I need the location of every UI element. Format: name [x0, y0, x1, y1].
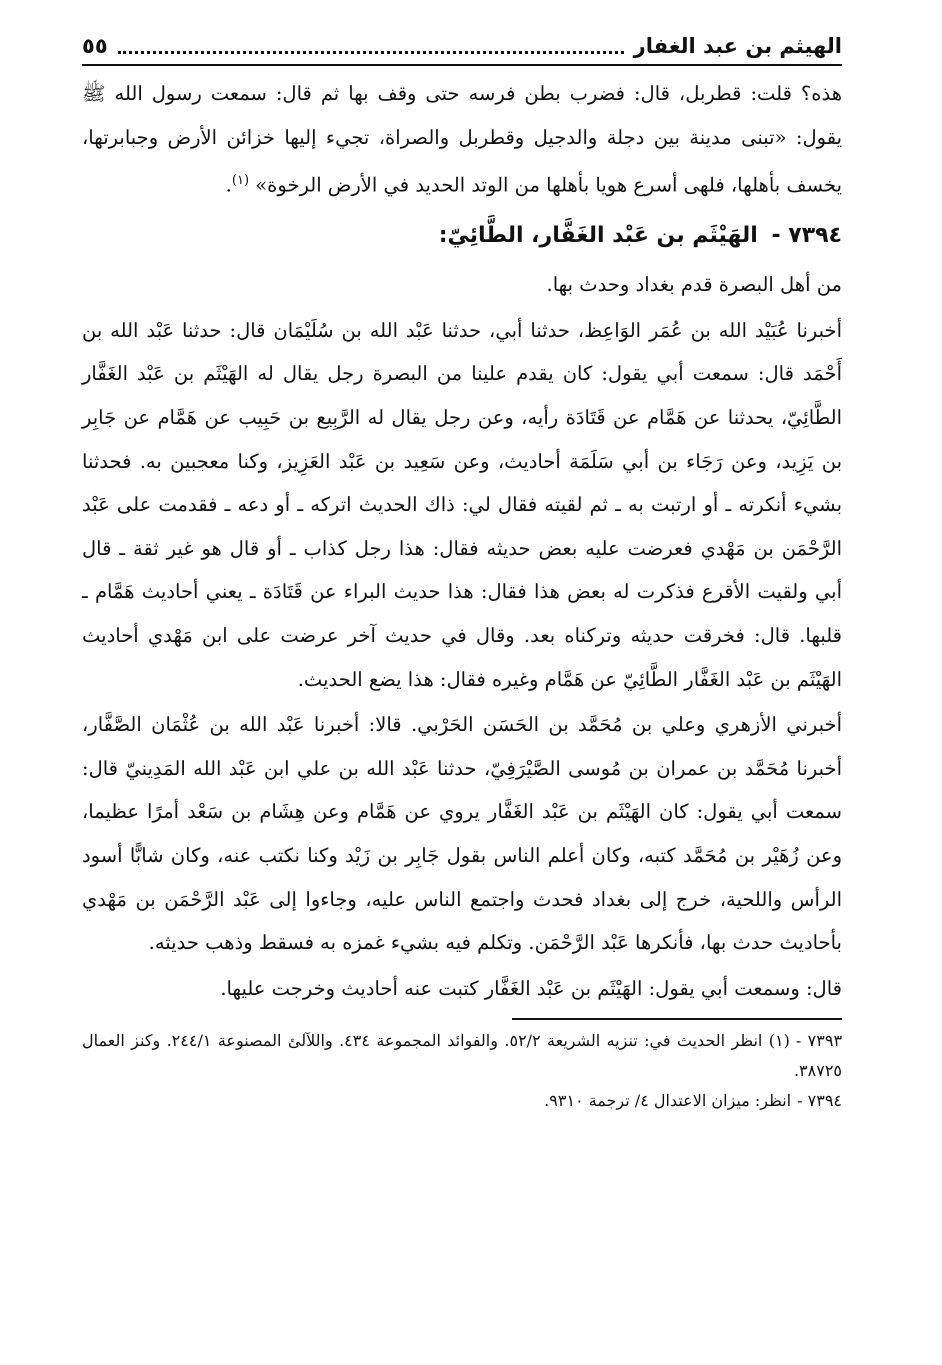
header-dot-leader	[118, 39, 624, 54]
page	[82, 28, 842, 1116]
footnote-number: ٧٣٩٣ -	[795, 1031, 843, 1051]
footnote-reference: (١)	[231, 173, 250, 189]
continuation-paragraph	[82, 72, 842, 207]
page-number: ٥٥	[82, 34, 108, 58]
running-header	[82, 28, 842, 66]
entry-heading	[82, 211, 842, 261]
body-paragraph: من أهل البصرة قدم بغداد وحدث بها.	[546, 273, 842, 297]
footnote-number: ٧٣٩٤ -	[797, 1091, 842, 1111]
footnote-text: انظر: ميزان الاعتدال ٤/ ترجمة ٩٣١٠.	[544, 1091, 792, 1111]
continuation-text: هذه؟ قلت: قطربل، قال: فضرب بطن فرسه حتى وقف بها ثم قال: سمعت رسول الله ﷺ يقول: «تبنى مدينة بين دجلة والدجيل وقطربل والصراة، تجيء إليها خزائن الأرض وجبابرتها، يخسف بأهلها، فلهى أسرع هويا بأهلها من الوتد الحديد في الأرض الرخوة»	[82, 82, 842, 197]
header-title: الهيثم بن عبد الغفار	[633, 34, 842, 58]
body-paragraph: أخبرني الأزهري وعلي بن مُحَمَّد بن الحَسَن الحَرْبي. قالا: أخبرنا عَبْد الله بن عُثْمَان الصَّفَّار، أخبرنا مُحَمَّد بن عمران بن مُوسى الصَّيْرَفِيّ، حدثنا عَبْد الله بن علي ابن عَبْد الله المَدِينيّ قال: سمعت أبي يقول: كان الهَيْثَم بن عَبْد الغَفَّار يروي عن هَمَّام وعن هِشَام بن سَعْد أمرًا عظيما، وعن زُهَيْر بن مُحَمَّد كتبه، وكان أعلم الناس بقول جَابِر بن زَيْد وكنا نكتب عنه، وكان شابًّا أسود الرأس واللحية، خرج إلى بغداد فحدث واجتمع الناس عليه، وجاءوا إلى عَبْد الرَّحْمَن بن مَهْدي بأحاديث حدث بها، فأنكرها عَبْد الرَّحْمَن. وتكلم فيه بشيء غمزه به فسقط وذهب حديثه.	[82, 713, 842, 955]
entry-title: الهَيْثَم بن عَبْد الغَفَّار، الطَّائِيّ:	[438, 223, 758, 249]
continuation-end-period: .	[225, 173, 232, 197]
body-paragraph: أخبرنا عُبَيْد الله بن عُمَر الوَاعِظ، حدثنا أبي، حدثنا عَبْد الله بن سُلَيْمَان قال: حدثنا عَبْد الله بن أَحْمَد قال: سمعت أبي يقول: كان يقدم علينا من البصرة رجل يقال له الهَيْثَم بن عَبْد الغَفَّار الطَّائِيّ، يحدثنا عن هَمَّام عن قَتَادَة رأيه، وعن رجل يقال له الرَّبِيع بن حَبِيب عن هَمَّام عن جَابِر بن يَزِيد، وعن رَجَاء بن أبي سَلَمَة أحاديث، وعن سَعِيد بن عَبْد العَزِيز، وكنا معجبين به. فحدثنا بشيء أنكرته ـ أو ارتبت به ـ ثم لقيته فقال لي: ذاك الحديث اتركه ـ أو دعه ـ فقدمت على عَبْد الرَّحْمَن بن مَهْدي فعرضت عليه بعض حديثه فقال: هذا رجل كذاب ـ أو قال هو غير ثقة ـ قال أبي ولقيت الأقرع فذكرت له بعض هذا فقال: هذا حديث البراء عن قَتَادَة ـ يعني أحاديث هَمَّام ـ قلبها. قال: فخرقت حديثه وتركناه بعد. وقال في حديث آخر عرضت على ابن مَهْدي أحاديث الهَيْثَم بن عَبْد الغَفَّار الطَّائِيّ عن هَمَّام وغيره فقال: هذا يضع الحديث.	[82, 318, 842, 691]
footnote-separator	[512, 1018, 842, 1020]
footnote	[82, 1086, 842, 1116]
body-paragraph: قال: وسمعت أبي يقول: الهَيْثَم بن عَبْد الغَفَّار كتبت عنه أحاديث وخرجت عليها.	[220, 976, 842, 1000]
footnote-text: (١) انظر الحديث في: تنزيه الشريعة ٥٢/٢. والفوائد المجموعة ٤٣٤. واللآلئ المصنوعة ٢٤٤/١. وكنز العمال ٣٨٧٢٥.	[82, 1031, 842, 1081]
footnote	[82, 1026, 842, 1086]
entry-number: ٧٣٩٤ -	[771, 223, 842, 249]
